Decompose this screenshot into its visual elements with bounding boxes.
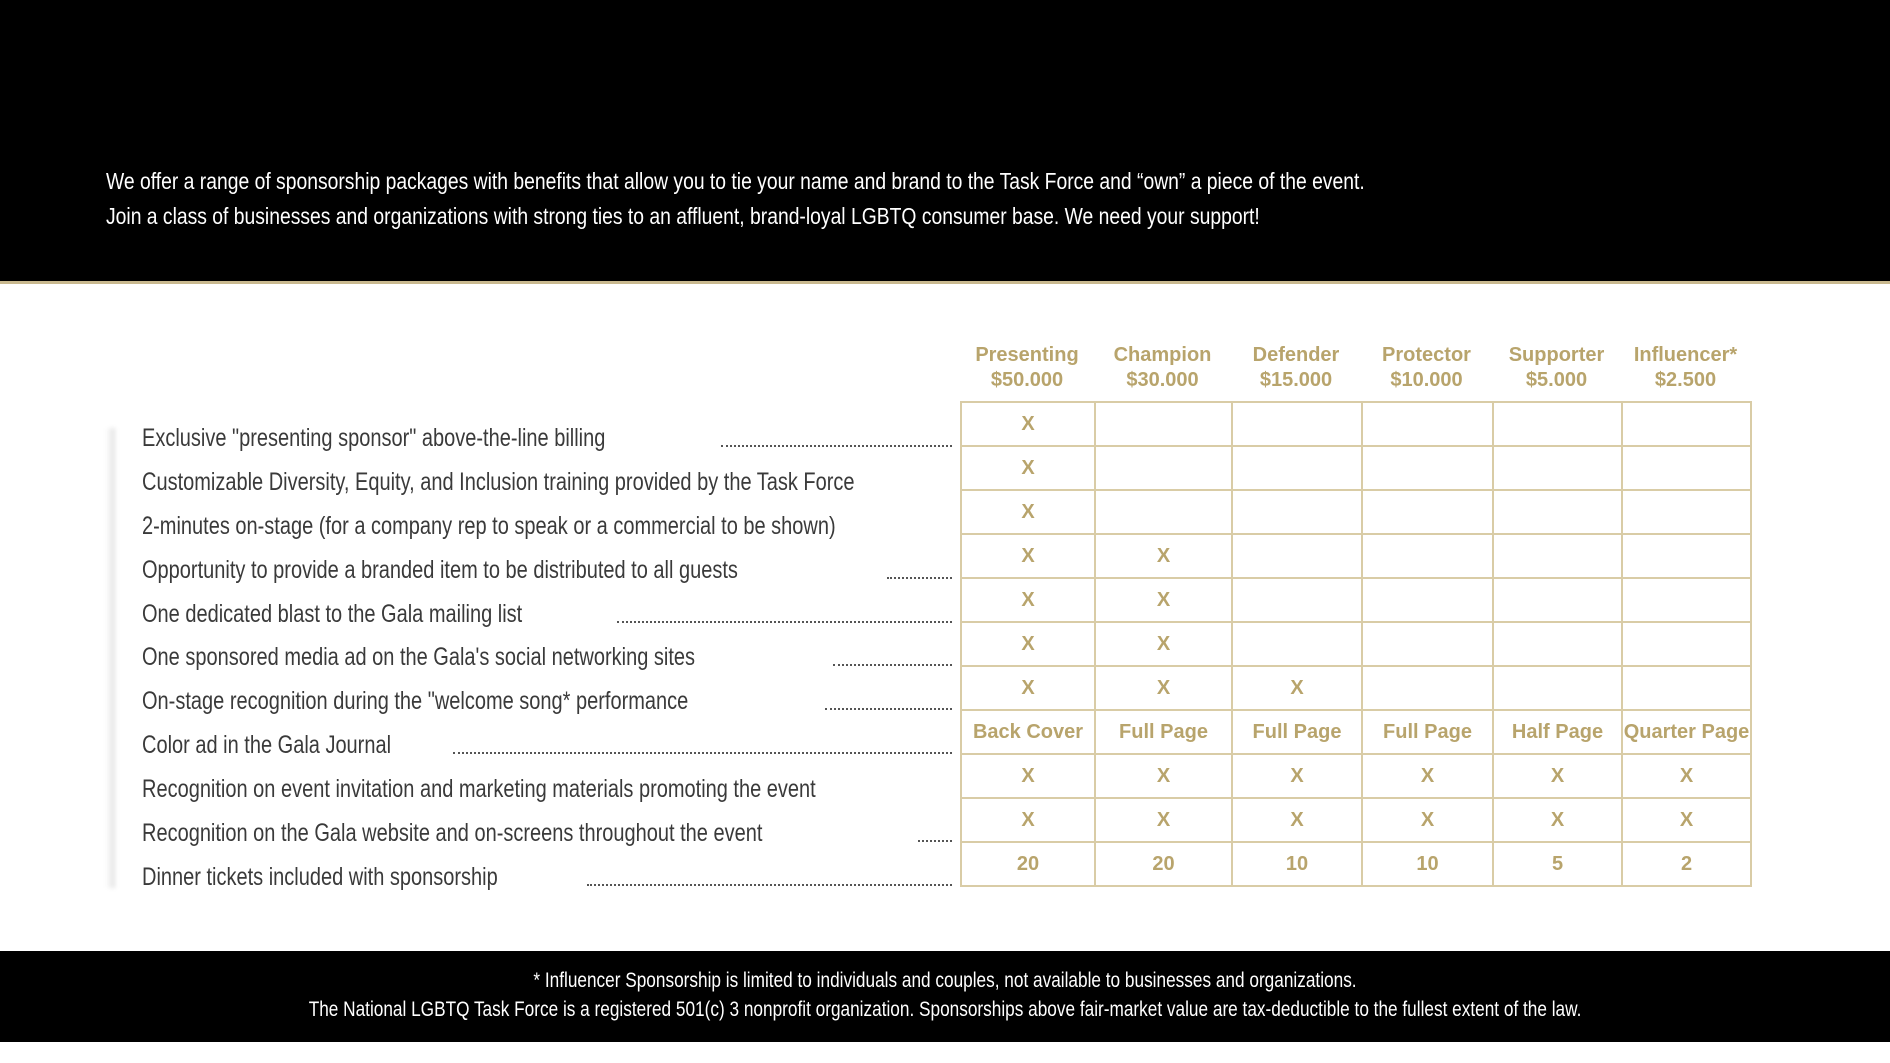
grid-cell: X bbox=[1232, 798, 1362, 842]
footer-note: * Influencer Sponsorship is limited to individuals and couples, not available to businesses and organizations. bbox=[533, 969, 1357, 992]
dot-leader bbox=[887, 577, 952, 579]
dot-leader bbox=[918, 840, 952, 842]
benefit-row bbox=[142, 599, 952, 629]
grid-cell bbox=[1493, 446, 1622, 490]
benefit-label: 2-minutes on-stage (for a company rep to speak or a commercial to be shown) bbox=[142, 512, 836, 540]
benefit-row bbox=[142, 423, 952, 453]
benefit-label: Recognition on the Gala website and on-screens throughout the event bbox=[142, 819, 763, 847]
grid-cell: Quarter Page bbox=[1622, 710, 1751, 754]
header-band bbox=[0, 0, 1890, 284]
grid-cell: 5 bbox=[1493, 842, 1622, 886]
grid-cell bbox=[1232, 622, 1362, 666]
dot-leader bbox=[587, 884, 952, 886]
grid-cell: X bbox=[1095, 754, 1232, 798]
grid-cell: X bbox=[1232, 754, 1362, 798]
benefit-label: Color ad in the Gala Journal bbox=[142, 731, 392, 759]
grid-cell bbox=[1622, 402, 1751, 446]
grid-row bbox=[961, 666, 1751, 710]
grid-cell bbox=[1095, 490, 1232, 534]
grid-row bbox=[961, 754, 1751, 798]
benefit-label: Exclusive "presenting sponsor" above-the-line billing bbox=[142, 424, 606, 452]
benefit-row bbox=[142, 467, 952, 497]
grid-cell bbox=[1493, 622, 1622, 666]
benefit-label: On-stage recognition during the "welcome song* performance bbox=[142, 687, 689, 715]
benefit-row bbox=[142, 642, 952, 672]
grid-cell bbox=[1232, 578, 1362, 622]
dot-leader bbox=[617, 621, 952, 623]
grid-cell: X bbox=[961, 666, 1095, 710]
sponsorship-grid bbox=[960, 401, 1752, 887]
grid-cell: 20 bbox=[1095, 842, 1232, 886]
grid-cell bbox=[1622, 490, 1751, 534]
grid-cell bbox=[1362, 534, 1493, 578]
grid-cell: X bbox=[1493, 798, 1622, 842]
footer-band bbox=[0, 951, 1890, 1042]
grid-cell: 2 bbox=[1622, 842, 1751, 886]
benefit-label: Recognition on event invitation and marketing materials promoting the event bbox=[142, 775, 816, 803]
tier-header bbox=[1094, 343, 1231, 393]
benefit-row bbox=[142, 511, 952, 541]
grid-cell: 10 bbox=[1362, 842, 1493, 886]
grid-row bbox=[961, 534, 1751, 578]
tier-name: Defender bbox=[1252, 344, 1340, 366]
grid-cell: 10 bbox=[1232, 842, 1362, 886]
grid-cell bbox=[1622, 622, 1751, 666]
benefit-label: One dedicated blast to the Gala mailing list bbox=[142, 600, 523, 628]
grid-cell: X bbox=[1095, 666, 1232, 710]
tier-amount: $30.000 bbox=[1126, 369, 1199, 391]
grid-cell: X bbox=[1493, 754, 1622, 798]
grid-cell bbox=[1362, 402, 1493, 446]
grid-cell bbox=[1362, 446, 1493, 490]
grid-cell: Half Page bbox=[1493, 710, 1622, 754]
benefit-row bbox=[142, 774, 952, 804]
grid-cell bbox=[1493, 534, 1622, 578]
grid-cell: X bbox=[1095, 534, 1232, 578]
grid-cell bbox=[1232, 490, 1362, 534]
tier-header bbox=[1361, 343, 1492, 393]
benefit-row bbox=[142, 686, 952, 716]
grid-row bbox=[961, 446, 1751, 490]
grid-cell: Full Page bbox=[1232, 710, 1362, 754]
benefit-label: One sponsored media ad on the Gala's social networking sites bbox=[142, 643, 696, 671]
grid-cell: X bbox=[961, 534, 1095, 578]
grid-cell: Full Page bbox=[1095, 710, 1232, 754]
dot-leader bbox=[825, 708, 952, 710]
grid-cell bbox=[1362, 666, 1493, 710]
tier-amount: $5.000 bbox=[1525, 369, 1588, 391]
grid-cell bbox=[1232, 534, 1362, 578]
grid-cell bbox=[1232, 402, 1362, 446]
grid-cell: X bbox=[961, 622, 1095, 666]
intro-line-2: Join a class of businesses and organizations with strong ties to an affluent, brand-loyal LGBTQ consumer base. We need your support! bbox=[106, 203, 1260, 229]
decorative-shadow bbox=[106, 428, 115, 888]
grid-cell: X bbox=[1095, 622, 1232, 666]
intro-line-1: We offer a range of sponsorship packages with benefits that allow you to tie your name and brand to the Task Force and “own” a piece of the event. bbox=[106, 168, 1365, 194]
grid-cell bbox=[1622, 534, 1751, 578]
grid-cell: X bbox=[961, 754, 1095, 798]
dot-leader bbox=[453, 752, 952, 754]
grid-cell bbox=[1493, 402, 1622, 446]
grid-cell: Full Page bbox=[1362, 710, 1493, 754]
tier-amount: $2.500 bbox=[1654, 369, 1717, 391]
tier-amount: $10.000 bbox=[1390, 369, 1463, 391]
grid-cell: X bbox=[961, 402, 1095, 446]
grid-cell: X bbox=[961, 490, 1095, 534]
grid-cell bbox=[1493, 666, 1622, 710]
grid-cell: 20 bbox=[961, 842, 1095, 886]
grid-cell: X bbox=[1095, 798, 1232, 842]
grid-row bbox=[961, 798, 1751, 842]
grid-cell bbox=[1493, 490, 1622, 534]
grid-cell bbox=[1493, 578, 1622, 622]
grid-cell: X bbox=[1362, 798, 1493, 842]
tier-header bbox=[1621, 343, 1750, 393]
grid-cell: X bbox=[1362, 754, 1493, 798]
tier-header bbox=[1231, 343, 1361, 393]
grid-row bbox=[961, 842, 1751, 886]
tier-name: Presenting bbox=[975, 344, 1079, 366]
grid-cell: X bbox=[1095, 578, 1232, 622]
tier-amount: $50.000 bbox=[990, 369, 1064, 391]
benefit-row bbox=[142, 818, 952, 848]
grid-cell bbox=[1362, 490, 1493, 534]
tier-name: Influencer* bbox=[1633, 344, 1738, 366]
grid-body bbox=[961, 402, 1751, 886]
grid-cell: Back Cover bbox=[961, 710, 1095, 754]
benefit-label: Customizable Diversity, Equity, and Inclusion training provided by the Task Force bbox=[142, 468, 855, 496]
intro-text bbox=[106, 164, 1604, 234]
grid-cell bbox=[1232, 446, 1362, 490]
tier-name: Supporter bbox=[1508, 344, 1605, 366]
grid-cell bbox=[1622, 578, 1751, 622]
tier-name: Protector bbox=[1382, 344, 1471, 366]
tier-amount: $15.000 bbox=[1259, 369, 1333, 391]
grid-cell: X bbox=[1232, 666, 1362, 710]
grid-row bbox=[961, 402, 1751, 446]
grid-cell: X bbox=[1622, 798, 1751, 842]
benefit-label: Opportunity to provide a branded item to be distributed to all guests bbox=[142, 556, 738, 584]
grid-cell: X bbox=[961, 798, 1095, 842]
benefit-row bbox=[142, 862, 952, 892]
grid-cell: X bbox=[961, 578, 1095, 622]
grid-cell bbox=[1622, 666, 1751, 710]
grid-row bbox=[961, 710, 1751, 754]
grid-row bbox=[961, 578, 1751, 622]
dot-leader bbox=[721, 445, 952, 447]
footer-legal: The National LGBTQ Task Force is a registered 501(c) 3 nonprofit organization. Sponsorships above fair-market value are tax-deductible to the fullest extent of the law. bbox=[308, 998, 1582, 1021]
grid-cell: X bbox=[961, 446, 1095, 490]
tier-header bbox=[1492, 343, 1621, 393]
benefit-row bbox=[142, 555, 952, 585]
grid-cell bbox=[1095, 402, 1232, 446]
dot-leader bbox=[833, 664, 952, 666]
grid-row bbox=[961, 622, 1751, 666]
grid-cell bbox=[1362, 578, 1493, 622]
grid-cell bbox=[1362, 622, 1493, 666]
grid-cell bbox=[1622, 446, 1751, 490]
tier-header bbox=[960, 343, 1094, 393]
grid-cell bbox=[1095, 446, 1232, 490]
benefit-row bbox=[142, 730, 952, 760]
benefit-label: Dinner tickets included with sponsorship bbox=[142, 863, 498, 891]
grid-row bbox=[961, 490, 1751, 534]
grid-cell: X bbox=[1622, 754, 1751, 798]
tier-name: Champion bbox=[1113, 344, 1212, 366]
footer-text bbox=[0, 951, 1890, 1024]
